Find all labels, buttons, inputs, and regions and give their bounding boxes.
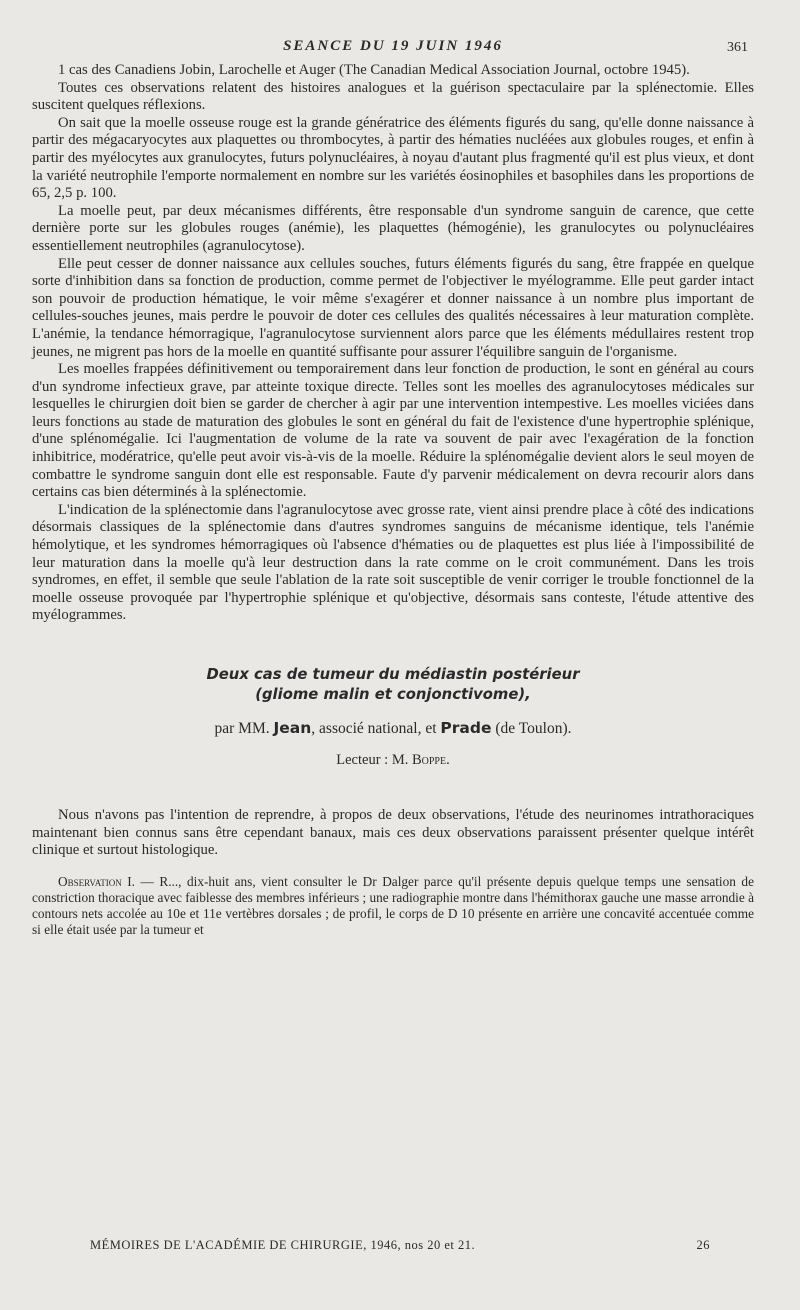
article-heading [32,665,754,769]
paragraph-6: Les moelles frappées définitivement ou temporairement dans leur fonction de production, le sont en général au cours d'un syndrome infectieux grave, par atteinte toxique directe. Telles sont les moelles des agranulocytoses médicales sur lesquelles le chirurgien doit bien se garder de chercher à agir par une intervention intempestive. Les moelles viciées dans leurs fonctions au stade de maturation des globules le sont en général du fait de l'existence d'une hypertrophie splénique, d'une splénomégalie. Ici l'augmentation de volume de la rate va souvent de pair avec l'exagération de la fonction inhibitrice, modératrice, qu'elle peut avoir vis-à-vis de la moelle. Réduire la splénomégalie devient alors le seul moyen de combattre le syndrome sanguin dont elle est responsable. Faute d'y parvenir médicalement on devra recourir alors dans certains cas bien déterminés à la splénectomie. [32,361,754,501]
observation-paragraph [32,874,754,938]
author-2: Prade [440,719,492,737]
main-text [32,62,754,625]
authors-mid: , associé national, et [311,720,437,737]
section-gap [32,625,754,665]
reader-label: Lecteur : M. [336,752,409,768]
authors-prefix: par MM. [214,720,270,737]
observation-label: Observation I. [58,873,135,889]
paragraph-1: 1 cas des Canadiens Jobin, Larochelle et Auger (The Canadian Medical Association Journal, octobre 1945). [58,62,690,78]
reader-name: Boppe. [411,752,450,768]
signature-number: 26 [696,1238,710,1252]
paragraph-7: L'indication de la splénectomie dans l'agranulocytose avec grosse rate, vient ainsi prendre place à côté des indications désormais classiques de la splénectomie dans d'autres syndromes sanguins de mécanisme identique, tels l'anémie hémolytique, et les syndromes hémorragiques où l'absence d'hématies ou de plaquettes est plus liée à l'impossibilité de leur maturation dans la moelle qu'à leur destruction dans la rate comme on le croit communément. Dans les trois syndromes, en effet, il semble que seule l'ablation de la rate soit susceptible de venir corriger le trouble fonctionnel de la moelle osseuse provoquée par l'hypertrophie splénique et qu'objective, désormais sans conteste, l'étude attentive des myélogrammes. [32,501,754,624]
paragraph-4: La moelle peut, par deux mécanismes différents, être responsable d'un syndrome sanguin de carence, que cette dernière porte sur les globules rouges (anémie), les plaquettes (hémogénie), les granulocytes ou polynucléaires essentiellement neutrophiles (agranulocytose). [32,202,754,254]
article-intro: Nous n'avons pas l'intention de reprendre, à propos de deux observations, l'étude des neurinomes intrathoraciques maintenant bien connus sans être cependant banaux, mais ces deux observations paraissent présenter quelque intérêt clinique et surtout histologique. [32,807,754,859]
paragraph-3: On sait que la moelle osseuse rouge est la grande génératrice des éléments figurés du sang, qu'elle donne naissance à partir des mégacaryocytes aux plaquettes ou thrombocytes, à partir des hématies nucléées aux globules rouges, et enfin à partir des myélocytes aux granulocytes, futurs polynucléaires, à noyau d'autant plus fragmenté qu'il est plus vieux, et dont la variété neutrophile l'emporte normalement en nombre sur les variétés éosinophiles et basophiles dans les proportions de 65, 2,5 p. 100. [32,114,754,202]
observation-text: — R..., dix-huit ans, vient consulter le Dr Dalger parce qu'il présente depuis quelque temps une sensation de constriction thoracique avec faiblesse des membres inférieurs ; une radiographie montre dans l'hémithorax gauche une masse arrondie à contours nets accolée au 10e et 11e vertèbres dorsales ; de profil, le corps de D 10 présente en arrière une concavité accentuée comme si elle était usée par la tumeur et [32,873,755,937]
paragraph-5: Elle peut cesser de donner naissance aux cellules souches, futurs éléments figurés du sang, être frappée en quelque sorte d'inhibition dans sa fonction de production, comme permet de l'objectiver le myélogramme. Elle peut garder intact son pouvoir de production hématique, le voir même s'exagérer et donner naissance à un nombre plus important de cellules-souches jeunes, mais perdre le pouvoir de doter ces cellules des qualités nécessaires à leur maturation complète. L'anémie, la tendance hémorragique, l'agranulocytose surviennent alors parce que les éléments médullaires restent trop jeunes, ne migrent pas hors de la moelle en quantité suffisante pour assurer l'équilibre sanguin de l'organisme. [32,255,754,360]
article-title-line-1: Deux cas de tumeur du médiastin postérieur [206,666,580,683]
paragraph-2: Toutes ces observations relatent des histoires analogues et la guérison spectaculaire par la splénectomie. Elles suscitent quelques réflexions. [32,79,754,114]
reader-line [32,752,754,769]
page-number: 361 [727,40,748,55]
running-header [32,34,754,62]
author-1: Jean [273,719,312,737]
journal-footer: MÉMOIRES DE L'ACADÉMIE DE CHIRURGIE, 1946, nos 20 et 21. [90,1238,476,1252]
running-title: SEANCE DU 19 JUIN 1946 [283,38,503,54]
authors-line [32,719,754,738]
authors-suffix: (de Toulon). [495,720,572,737]
article-title-line-2: (gliome malin et conjonctivome), [255,686,531,703]
